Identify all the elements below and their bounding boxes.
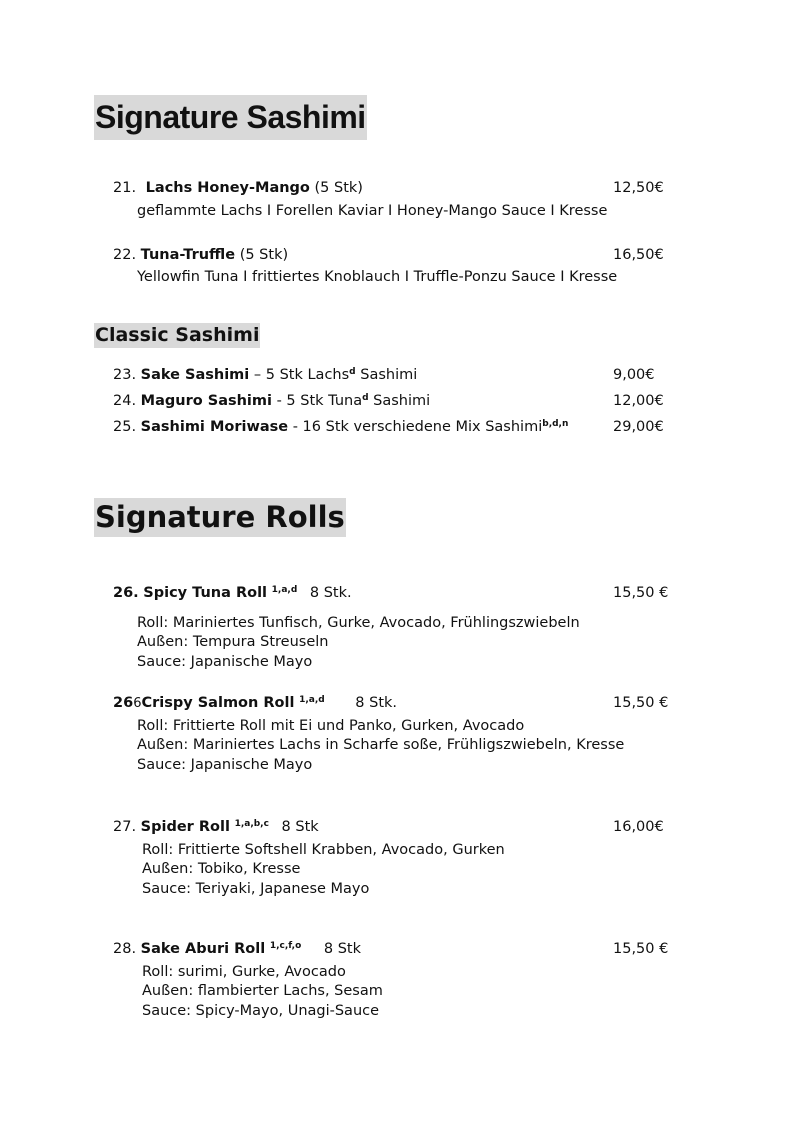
item-number: 25. [113, 419, 137, 435]
item-number: 24. [113, 393, 137, 409]
allergen-code: 1,a,b,c [234, 819, 269, 829]
section-title-signature-sashimi: Signature Sashimi [94, 95, 367, 140]
roll-item-crispy-salmon [113, 694, 397, 713]
menu-item-22 [113, 246, 288, 265]
roll-outside: Außen: Tobiko, Kresse [142, 861, 301, 878]
roll-description [142, 963, 383, 1021]
item-price: 12,00€ [613, 393, 664, 409]
item-number: 28. [113, 941, 137, 957]
item-qty: 8 Stk [323, 941, 362, 957]
item-text: - 5 Stk Tuna [271, 393, 363, 409]
allergen-code: b,d,n [542, 419, 569, 429]
item-text: – 5 Stk Lachs [249, 367, 350, 383]
item-text: - 16 Stk verschiedene Mix Sashimi [288, 419, 543, 435]
menu-item-23 [113, 366, 417, 385]
item-price: 29,00€ [613, 419, 664, 435]
item-qty: (5 Stk) [239, 247, 289, 263]
item-price: 15,50 € [613, 695, 669, 711]
item-name: Spicy Tuna Roll [143, 585, 268, 601]
item-qty: 8 Stk [281, 819, 319, 835]
menu-item-21 [113, 179, 363, 198]
roll-filling: Roll: Frittierte Roll mit Ei und Panko, Gurken, Avocado [137, 718, 525, 734]
roll-sauce: Sauce: Japanische Mayo [137, 653, 313, 670]
roll-outside: Außen: Tempura Streuseln [137, 634, 329, 651]
item-name: Lachs Honey-Mango [145, 180, 310, 196]
item-number: 26 [113, 695, 134, 711]
item-price: 9,00€ [613, 367, 655, 383]
item-text: Sashimi [355, 367, 418, 383]
roll-filling: Roll: Frittierte Softshell Krabben, Avocado, Gurken [142, 842, 505, 858]
allergen-code: 1,a,d [271, 585, 298, 595]
menu-item-24 [113, 392, 430, 411]
item-number-fragment: 6 [133, 696, 142, 711]
item-description: Yellowfin Tuna I frittiertes Knoblauch I Truffle-Ponzu Sauce I Kresse [137, 269, 618, 285]
roll-description [137, 614, 580, 672]
menu-item-25 [113, 418, 568, 437]
item-price: 12,50€ [613, 180, 664, 196]
item-description: geflammte Lachs I Forellen Kaviar I Honey-Mango Sauce I Kresse [137, 203, 608, 219]
item-name: Sake Sashimi [140, 367, 250, 383]
allergen-code: d [362, 393, 369, 403]
roll-filling: Roll: surimi, Gurke, Avocado [142, 964, 346, 980]
roll-sauce: Sauce: Japanische Mayo [137, 756, 313, 773]
section-title-signature-rolls: Signature Rolls [94, 498, 346, 537]
roll-filling: Roll: Mariniertes Tunfisch, Gurke, Avocado, Frühlingszwiebeln [137, 615, 580, 631]
allergen-code: d [349, 367, 356, 377]
item-number: 27. [113, 819, 137, 835]
item-number: 22. [113, 247, 137, 263]
roll-item-27 [113, 818, 319, 837]
item-number: 23. [113, 367, 137, 383]
item-name: Crispy Salmon Roll [141, 695, 295, 711]
item-qty: (5 Stk) [314, 180, 363, 196]
item-name: Sashimi Moriwase [140, 419, 289, 435]
roll-item-26 [113, 584, 352, 603]
item-price: 15,50 € [613, 585, 669, 601]
item-qty: 8 Stk. [355, 695, 398, 711]
item-name: Spider Roll [140, 819, 230, 835]
item-name: Sake Aburi Roll [140, 941, 266, 957]
roll-item-28 [113, 940, 361, 959]
roll-sauce: Sauce: Spicy-Mayo, Unagi-Sauce [142, 1002, 380, 1019]
allergen-code: 1,c,f,o [269, 941, 302, 951]
item-number: 21. [113, 180, 137, 196]
roll-description [142, 841, 505, 899]
item-price: 16,50€ [613, 247, 664, 263]
section-title-classic-sashimi: Classic Sashimi [95, 324, 260, 346]
roll-outside: Außen: flambierter Lachs, Sesam [142, 983, 383, 1000]
roll-outside: Außen: Mariniertes Lachs in Scharfe soße, Frühligszwiebeln, Kresse [137, 737, 625, 754]
item-name: Maguro Sashimi [140, 393, 272, 409]
roll-sauce: Sauce: Teriyaki, Japanese Mayo [142, 880, 370, 897]
item-price: 15,50 € [613, 941, 669, 957]
item-name: Tuna-Truffle [140, 247, 236, 263]
roll-description [137, 717, 624, 775]
item-price: 16,00€ [613, 819, 664, 835]
item-text: Sashimi [368, 393, 431, 409]
allergen-code: 1,a,d [299, 695, 325, 705]
item-qty: 8 Stk. [309, 585, 352, 601]
item-number: 26. [113, 585, 139, 601]
